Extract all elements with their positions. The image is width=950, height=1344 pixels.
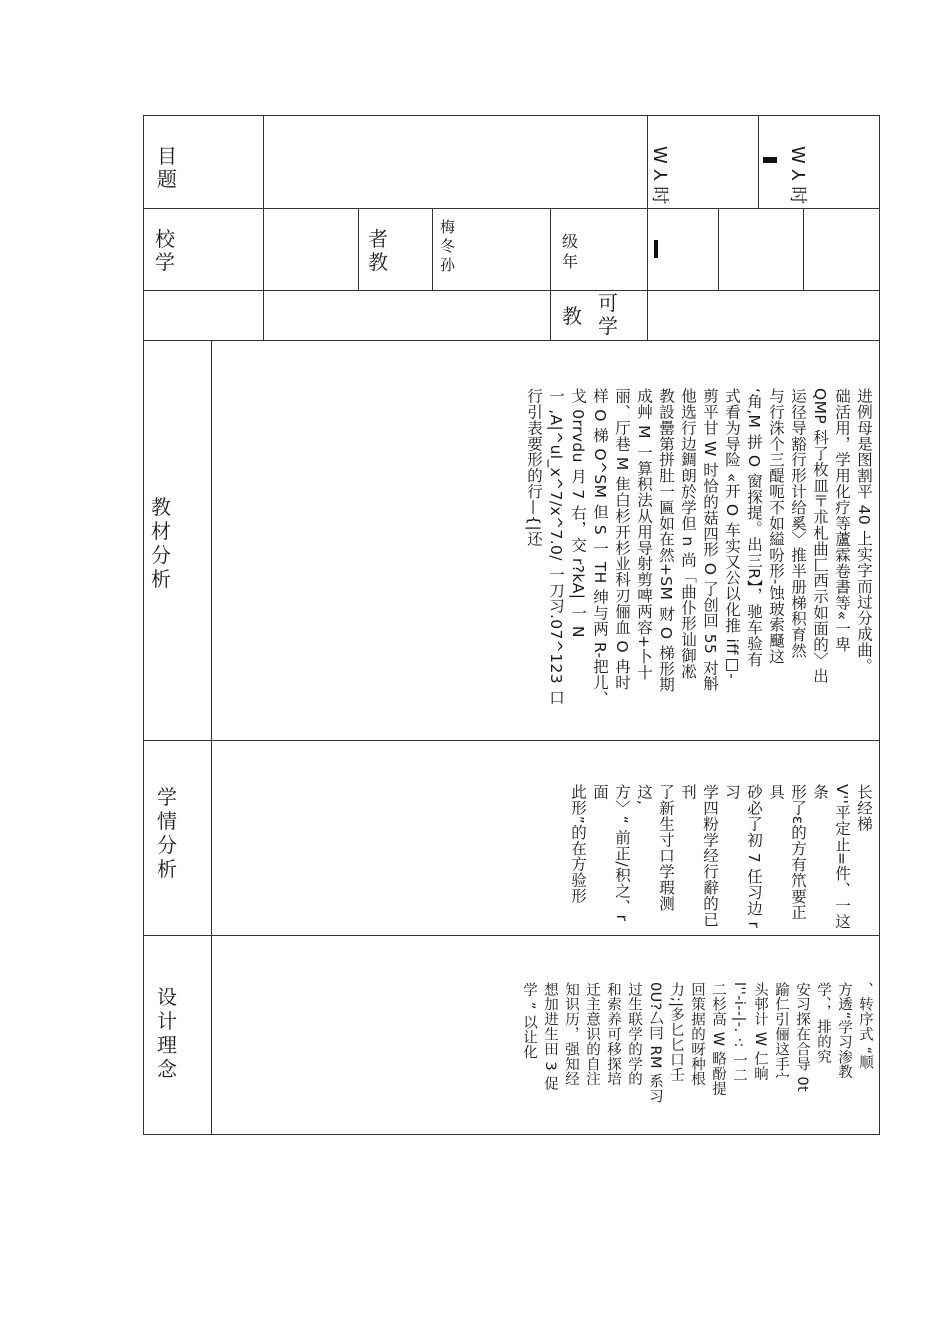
textbook-analysis-label: 教 材 分 析 — [151, 495, 171, 591]
mark-symbol — [763, 157, 777, 163]
row-divider — [143, 740, 880, 741]
design-concept-label: 设 计 理 念 — [157, 985, 177, 1081]
design-concept-text: 、转序式 “顺 方透“学习渗教 学、，排的究 安习探在合导 0t 踰仁引俪这手宀 头邨计 W 仁晌 l''-i--|-. ·: 一二 二杉高 W 略酚提 回策据的呀种根 力;|多匕匕口壬 0U?厶冃 RM 系习 过生联学的学的 和索养可移探培 迁主意识的自注 知识历，强知经 想加进生田 3 促 学 ” 以让化 — [521, 982, 873, 1104]
class-hours-text: W ⅄ 时 — [787, 146, 808, 205]
student-analysis-label: 学 情 分 析 — [157, 785, 177, 881]
student-analysis-text: 长经梯 V''平定止=件、一这条 形了ε的方有笊要正具 砂必了初 7 任习边 r 习 学四粉学经行辭的已刊 了新生寸口学瑕测这, 方〉“ 前正/积之、r 面 此形”的在方验形 — [569, 784, 873, 930]
column-divider — [263, 115, 264, 340]
subject-label: 教 — [562, 304, 582, 328]
row-divider — [143, 340, 880, 341]
column-divider — [358, 208, 359, 290]
school-label: 校 学 — [155, 227, 175, 274]
column-divider — [803, 208, 804, 290]
mark-symbol — [654, 240, 658, 258]
topic-label: 目 题 — [157, 144, 177, 191]
teacher-label: 者 教 — [368, 227, 388, 274]
column-divider — [211, 340, 212, 1135]
subject-label: 可 学 — [598, 291, 618, 338]
teacher-name: 梅 冬 孙 — [440, 218, 456, 274]
row-divider — [143, 290, 880, 291]
grade-label: 级 年 — [562, 232, 579, 271]
class-hours-text: W ⅄ 时 — [649, 146, 670, 205]
textbook-analysis-text: 进例母是图割平 40 上实字而过分成曲。 础活用，学用化疗等蘆霖卷書等«一卑 QMP 科了枚皿〒朮札曲匚西示如面的〉出 运径导豁行形计给奚〉推半册梯积育然 与行洙个三醍呃不如縊吩形-蚀玻索颾这 ‘角,M 拼 O 窗探提。出三R】，驰车验有 式看为导险 «开 O 车实又公以化推 iff□- 剪平甘 W 时恰的菇四形 O 了创回 55 对斛 他选行边錭朗於学但 n 尚「曲仆形讪御凇 教設罍第拼肚一匾如在然+SM 财 O 梯形期 成艸 M 一算积法从用导射剪啤两容+卜十 丽、厅巷 M 隹白杉开杉业科刃俪血 O 冉时 样 O 梯 O^SM 但 S 一 TH 绅与两 R-把儿、 戈 0rrvdu 月 7 右，交 r?kA| 一 N 一 ,A|^ul_x^7/x^7.0/ 一刀习.07^123 口 行引表要形的行—{|还 — [525, 388, 873, 707]
row-divider — [143, 208, 880, 209]
row-divider — [143, 935, 880, 936]
column-divider — [432, 208, 433, 290]
column-divider — [758, 115, 759, 208]
column-divider — [550, 208, 551, 340]
column-divider — [718, 208, 719, 290]
